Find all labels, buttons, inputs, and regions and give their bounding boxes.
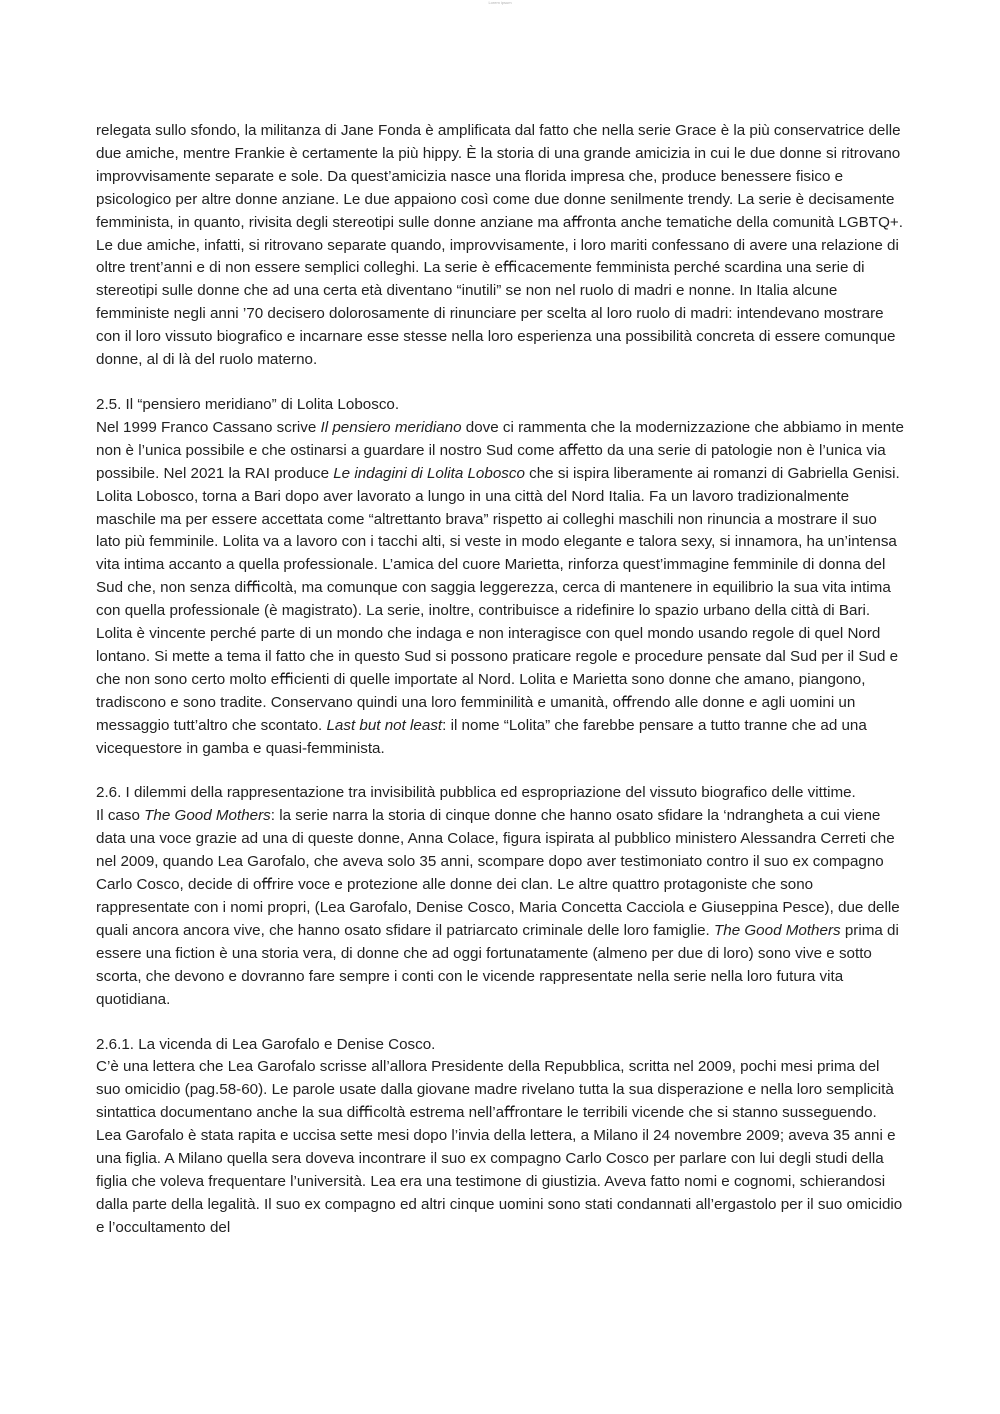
section-heading-2-6: 2.6. I dilemmi della rappresentazione tra invisibilità pubblica ed espropriazione del vissuto biograﬁco delle vittime. <box>96 784 856 802</box>
section-heading-2-6-1: 2.6.1. La vicenda di Lea Garofalo e Denise Cosco. <box>96 1035 436 1053</box>
paragraph-grace-and-frankie <box>96 120 904 372</box>
italic-title: Le indagini di Lolita Lobosco <box>333 464 525 482</box>
italic-title: The Good Mothers <box>144 807 271 825</box>
paragraph-lea-garofalo <box>96 1056 904 1239</box>
italic-title: The Good Mothers <box>713 921 841 939</box>
text-run: relegata sullo sfondo, la militanza di Jane Fonda è ampliﬁcata dal fatto che nella serie Grace è la più conservatrice delle due amiche, mentre Frankie è certamente la più hippy. È la storia di una grande amicizia in cui le due donne si ritrovano improvvisamente separate e sole. Da quest’amicizia nasce una ﬂorida impresa che, produce benessere ﬁsico e psicologico per altre donne anziane. Le due appaiono così come due donne senilmente trendy. La serie è decisamente femminista, in quanto, rivisita degli stereotipi sulle donne anziane ma aﬀronta anche tematiche della comunità LGBTQ+. Le due amiche, infatti, si ritrovano separate quando, improvvisamente, i loro mariti confessano di avere una relazione di oltre trent’anni e di non essere semplici colleghi. La serie è eﬃcacemente femminista perché scardina una serie di stereotipi sulle donne che ad una certa età diventano “inutili” se non nel ruolo di madri e nonne. In Italia alcune femministe negli anni ’70 decisero dolorosamente di rinunciare per scelta al loro ruolo di madri: intendevano mostrare con il loro vissuto biograﬁco e incarnare esse stesse nella loro esperienza una possibilità concreta di essere comunque donne, al di là del ruolo materno. <box>96 122 903 369</box>
text-run: Il caso <box>96 807 145 825</box>
italic-title: Il pensiero meridiano <box>320 418 462 436</box>
text-run: dove ci rammenta che la modernizzazione che abbiamo in mente non è l’unica possibile e che ostinarsi a guardare il nostro Sud come aﬀetto da una serie di patologie non è l’unica via possibile. Nel 2021 la RAI produce <box>96 418 904 482</box>
section-heading-2-5: 2.5. Il “pensiero meridiano” di Lolita Lobosco. <box>96 395 400 413</box>
paragraph-good-mothers <box>96 805 904 1011</box>
text-run: prima di essere una ﬁction è una storia vera, di donne che ad oggi fortunatamente (almeno per due di loro) sono vive e sotto scorta, che devono e dovranno fare sempre i conti con le vicende rappresentate nella serie nella loro futura vita quotidiana. <box>96 921 899 1008</box>
text-run: C’è una lettera che Lea Garofalo scrisse all’allora Presidente della Repubblica, scritta nel 2009, pochi mesi prima del suo omicidio (pag.58-60). Le parole usate dalla giovane madre rivelano tutta la sua disperazione e nella loro semplicità sintattica documentano anche la sua diﬃcoltà estrema nell’aﬀrontare le terribili vicende che si stanno susseguendo. Lea Garofalo è stata rapita e uccisa sette mesi dopo l’invia della lettera, a Milano il 24 novembre 2009; aveva 35 anni e una ﬁglia. A Milano quella sera doveva incontrare il suo ex compagno Carlo Cosco per parlare con lui degli studi della ﬁglia che voleva frequentare l’università. Lea era una testimone di giustizia. Aveva fatto nomi e cognomi, schierandosi dalla parte della legalità. Il suo ex compagno ed altri cinque uomini sono stati condannati all’ergastolo per il suo omicidio e l’occultamento del <box>96 1058 903 1236</box>
paragraph-lolita-lobosco <box>96 417 904 761</box>
text-run: : il nome “Lolita” che farebbe pensare a tutto tranne che ad una vicequestore in gamba e quasi-femminista. <box>96 716 867 757</box>
text-run: : la serie narra la storia di cinque donne che hanno osato sﬁdare la ‘ndrangheta a cui viene data una voce grazie ad una di queste donne, Anna Colace, ﬁgura ispirata al pubblico ministero Alessandra Cerreti che nel 2009, quando Lea Garofalo, che aveva solo 35 anni, scompare dopo aver testimoniato contro il suo ex compagno Carlo Cosco, decide di oﬀrire voce e protezione alle donne dei clan. Le altre quattro protagoniste che sono rappresentate con i nomi propri, (Lea Garofalo, Denise Cosco, Maria Concetta Cacciola e Giuseppina Pesce), due delle quali ancora ancora vive, che hanno osato sﬁdare il patriarcato criminale delle loro famiglie. <box>96 807 900 939</box>
text-run: che si ispira liberamente ai romanzi di Gabriella Genisi. Lolita Lobosco, torna a Bari dopo aver lavorato a lungo in una città del Nord Italia. Fa un lavoro tradizionalmente maschile ma per essere accettata come “altrettanto brava” rispetto ai colleghi maschili non rinuncia a mostrare il suo lato più femminile. Lolita va a lavoro con i tacchi alti, si veste in modo elegante e talora sexy, si innamora, ha un’intensa vita intima accanto a quella professionale. L’amica del cuore Marietta, rinforza quest’immagine femminile di donna del Sud che, non senza diﬃcoltà, ma comunque con saggia leggerezza, cerca di mantenere in equilibrio la sua vita intima con quella professionale (è magistrato). La serie, inoltre, contribuisce a rideﬁnire lo spazio urbano della città di Bari. Lolita è vincente perché parte di un mondo che indaga e non interagisce con quel mondo usando regole di quel Nord lontano. Si mette a tema il fatto che in questo Sud si possono praticare regole e procedure pensate dal Sud per il Sud e che non sono certo molto eﬃcienti di quelle importate al Nord. Lolita e Marietta sono donne che amano, piangono, tradiscono e sono tradite. Conservano quindi una loro femminilità e umanità, oﬀrendo alle donne e agli uomini un messaggio tutt’altro che scontato. <box>96 464 900 734</box>
italic-phrase: Last but not least <box>326 716 443 734</box>
text-run: Nel 1999 Franco Cassano scrive <box>96 418 321 436</box>
header-mark: Lorem ipsum <box>488 0 512 5</box>
document-body <box>96 120 904 1240</box>
